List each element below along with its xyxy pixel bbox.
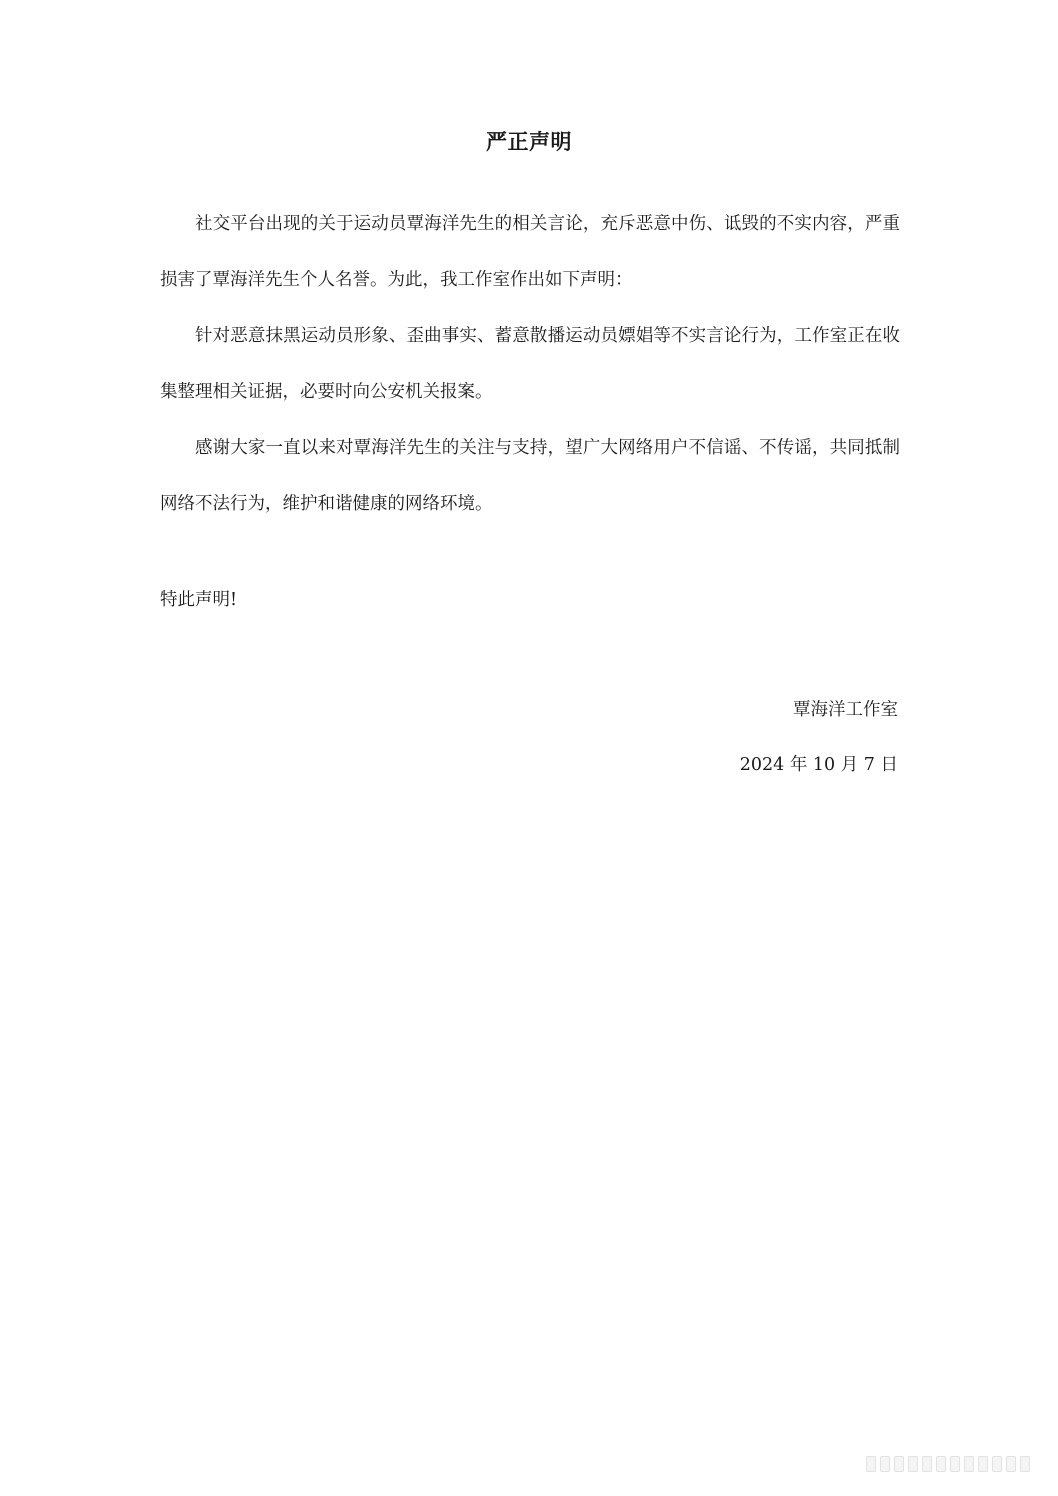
watermark-mark	[1020, 1456, 1030, 1472]
watermark-mark	[950, 1456, 960, 1472]
watermark-mark	[936, 1456, 946, 1472]
paragraph-3: 感谢大家一直以来对覃海洋先生的关注与支持，望广大网络用户不信谣、不传谣，共同抵制网络不法行为，维护和谐健康的网络环境。	[160, 438, 900, 514]
watermark-decoration	[866, 1456, 1030, 1472]
statement-date: 2024 年 10 月 7 日	[739, 755, 898, 775]
statement-body	[160, 196, 900, 532]
watermark-mark	[978, 1456, 988, 1472]
paragraph-1: 社交平台出现的关于运动员覃海洋先生的相关言论，充斥恶意中伤、诋毁的不实内容，严重损害了覃海洋先生个人名誉。为此，我工作室作出如下声明：	[160, 214, 900, 290]
watermark-mark	[992, 1456, 1002, 1472]
watermark-mark	[1006, 1456, 1016, 1472]
watermark-mark	[880, 1456, 890, 1472]
signature: 覃海洋工作室	[793, 700, 898, 720]
watermark-mark	[964, 1456, 974, 1472]
watermark-mark	[866, 1456, 876, 1472]
closing-text: 特此声明!	[160, 590, 238, 610]
watermark-mark	[894, 1456, 904, 1472]
paragraph-2: 针对恶意抹黑运动员形象、歪曲事实、蓄意散播运动员嫖娼等不实言论行为，工作室正在收集整理相关证据，必要时向公安机关报案。	[160, 326, 900, 402]
watermark-mark	[922, 1456, 932, 1472]
statement-title: 严正声明	[486, 130, 572, 154]
watermark-mark	[908, 1456, 918, 1472]
